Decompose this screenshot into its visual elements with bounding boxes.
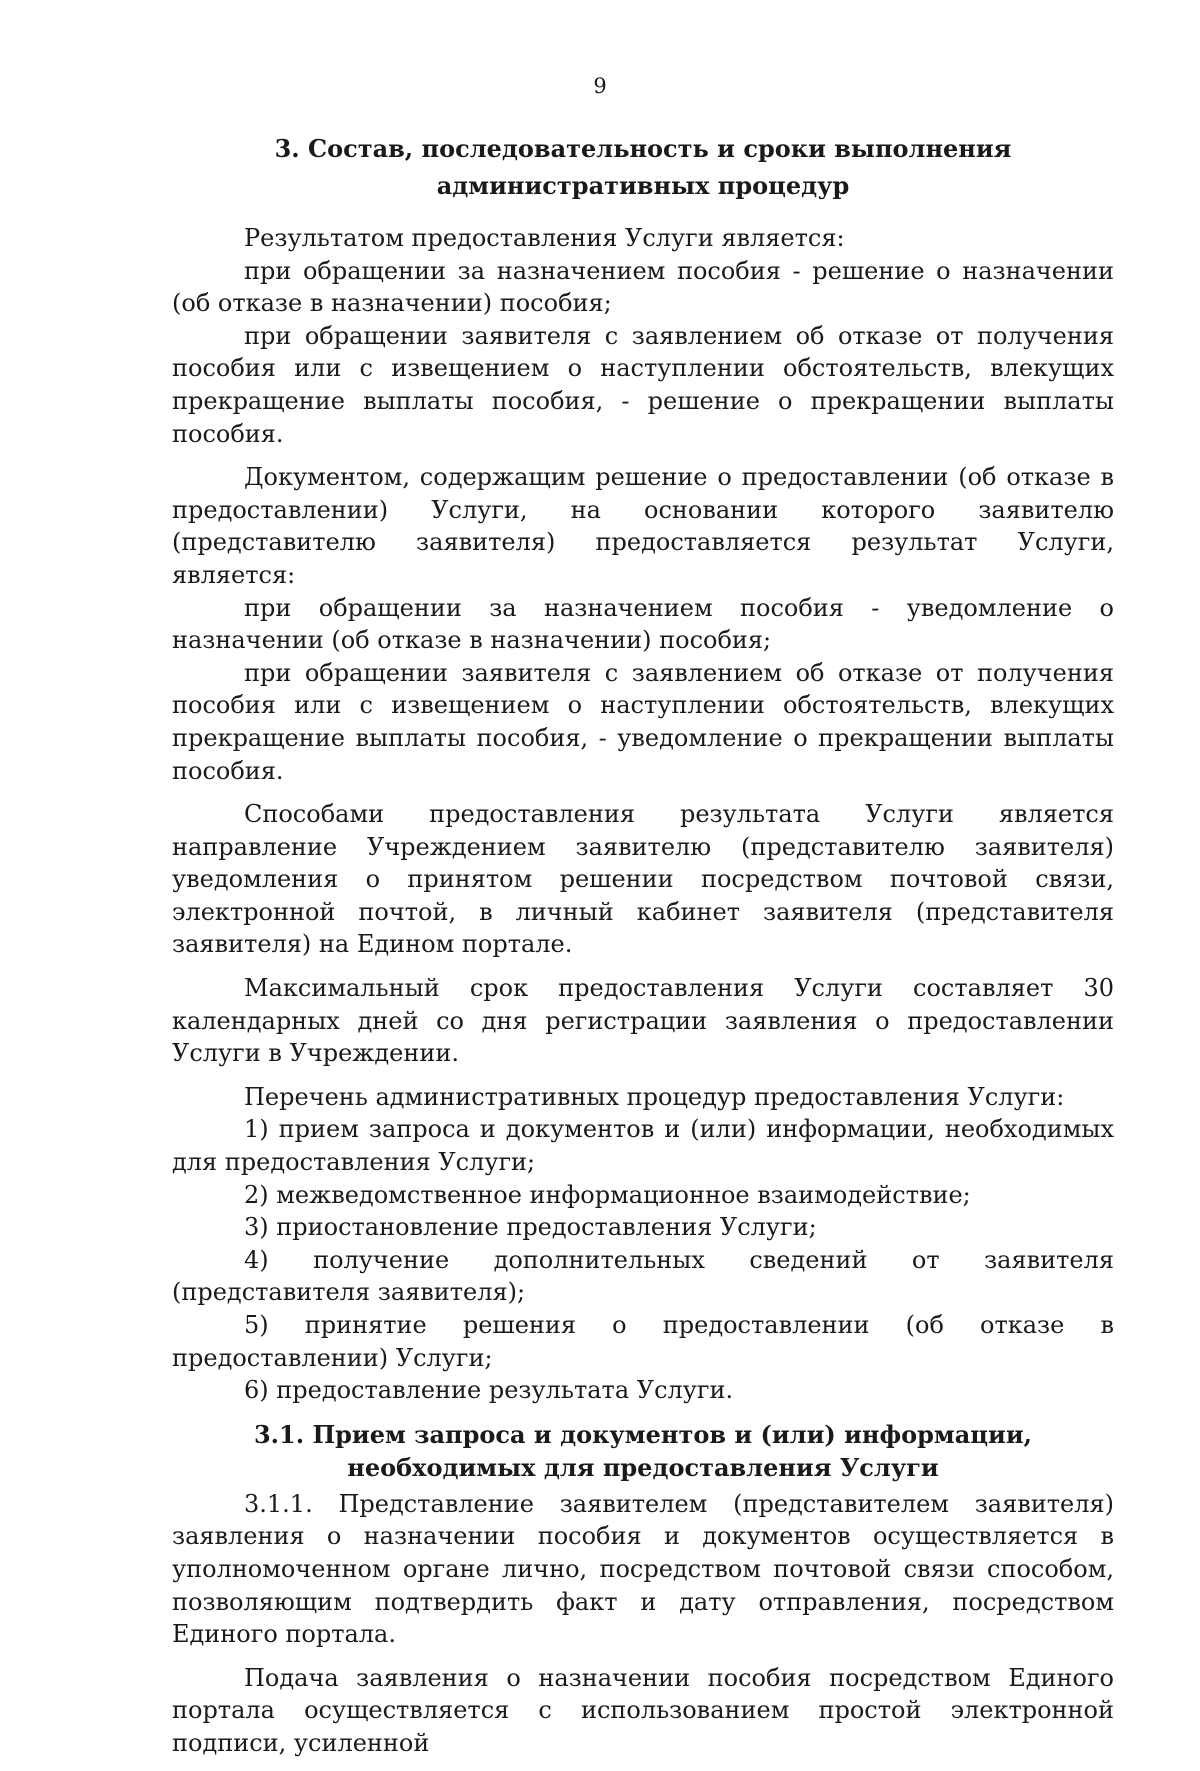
list-item: 2) межведомственное информационное взаимодействие; [244,1180,971,1209]
paragraph: Перечень административных процедур предоставления Услуги: [244,1082,1065,1111]
paragraph: при обращении заявителя с заявлением об отказе от получения пособия или с извещением о наступлении обстоятельств, влекущих прекращение выплаты пособия, - решение о прекращении выплаты пособия. [172,321,1114,448]
paragraph: при обращении заявителя с заявлением об отказе от получения пособия или с извещением о наступлении обстоятельств, влекущих прекращение выплаты пособия, - уведомление о прекращении выплаты пособия. [172,658,1114,785]
list-item: 6) предоставление результата Услуги. [244,1376,734,1405]
submission-block [172,1488,1114,1651]
paragraph: Результатом предоставления Услуги является: [244,224,845,252]
paragraph: Подача заявления о назначении пособия посредством Единого портала осуществляется с использованием простой электронной подписи, усиленной [172,1663,1114,1757]
list-item: 3) приостановление предоставления Услуги; [244,1213,817,1242]
procedures-list-block [172,1081,1114,1407]
document-block [172,461,1114,787]
list-item: 5) принятие решения о предоставлении (об отказе в предоставлении) Услуги; [172,1311,1114,1372]
list-item: 4) получение дополнительных сведений от заявителя (представителя заявителя); [172,1245,1114,1307]
max-term-block [172,972,1114,1070]
section-heading: 3. Состав, последовательность и сроки выполнения административных процедур [274,134,1012,200]
paragraph: при обращении за назначением пособия - решение о назначении (об отказе в назначении) пособия; [172,256,1114,318]
result-block [172,222,1114,450]
paragraph: при обращении за назначением пособия - уведомление о назначении (об отказе в назначении) пособия; [172,593,1114,655]
page-number: 9 [593,74,607,98]
delivery-methods-block [172,798,1114,961]
subsection-heading: 3.1. Прием запроса и документов и (или) информации, необходимых для предоставления Услуги [253,1419,1032,1482]
list-item: 1) прием запроса и документов и (или) информации, необходимых для предоставления Услуги; [172,1115,1114,1177]
paragraph: Максимальный срок предоставления Услуги составляет 30 календарных дней со дня регистрации заявления о предоставлении Услуги в Учреждении. [172,974,1114,1068]
document-body [172,130,1114,1771]
paragraph: Документом, содержащим решение о предоставлении (об отказе в предоставлении) Услуги, на основании которого заявителю (представителю заявителя) предоставляется результат Услуги, является: [172,463,1114,589]
paragraph: 3.1.1. Представление заявителем (представителем заявителя) заявления о назначении пособия и документов осуществляется в уполномоченном органе лично, посредством почтовой связи способом, позволяющим подтвердить факт и дату отправления, посредством Единого портала. [172,1489,1114,1649]
portal-submission-block [172,1662,1114,1760]
paragraph: Способами предоставления результата Услуги является направление Учреждением заявителю (представителю заявителя) уведомления о принятом решении посредством почтовой связи, электронной почтой, в личный кабинет заявителя (представителя заявителя) на Едином портале. [172,800,1114,959]
